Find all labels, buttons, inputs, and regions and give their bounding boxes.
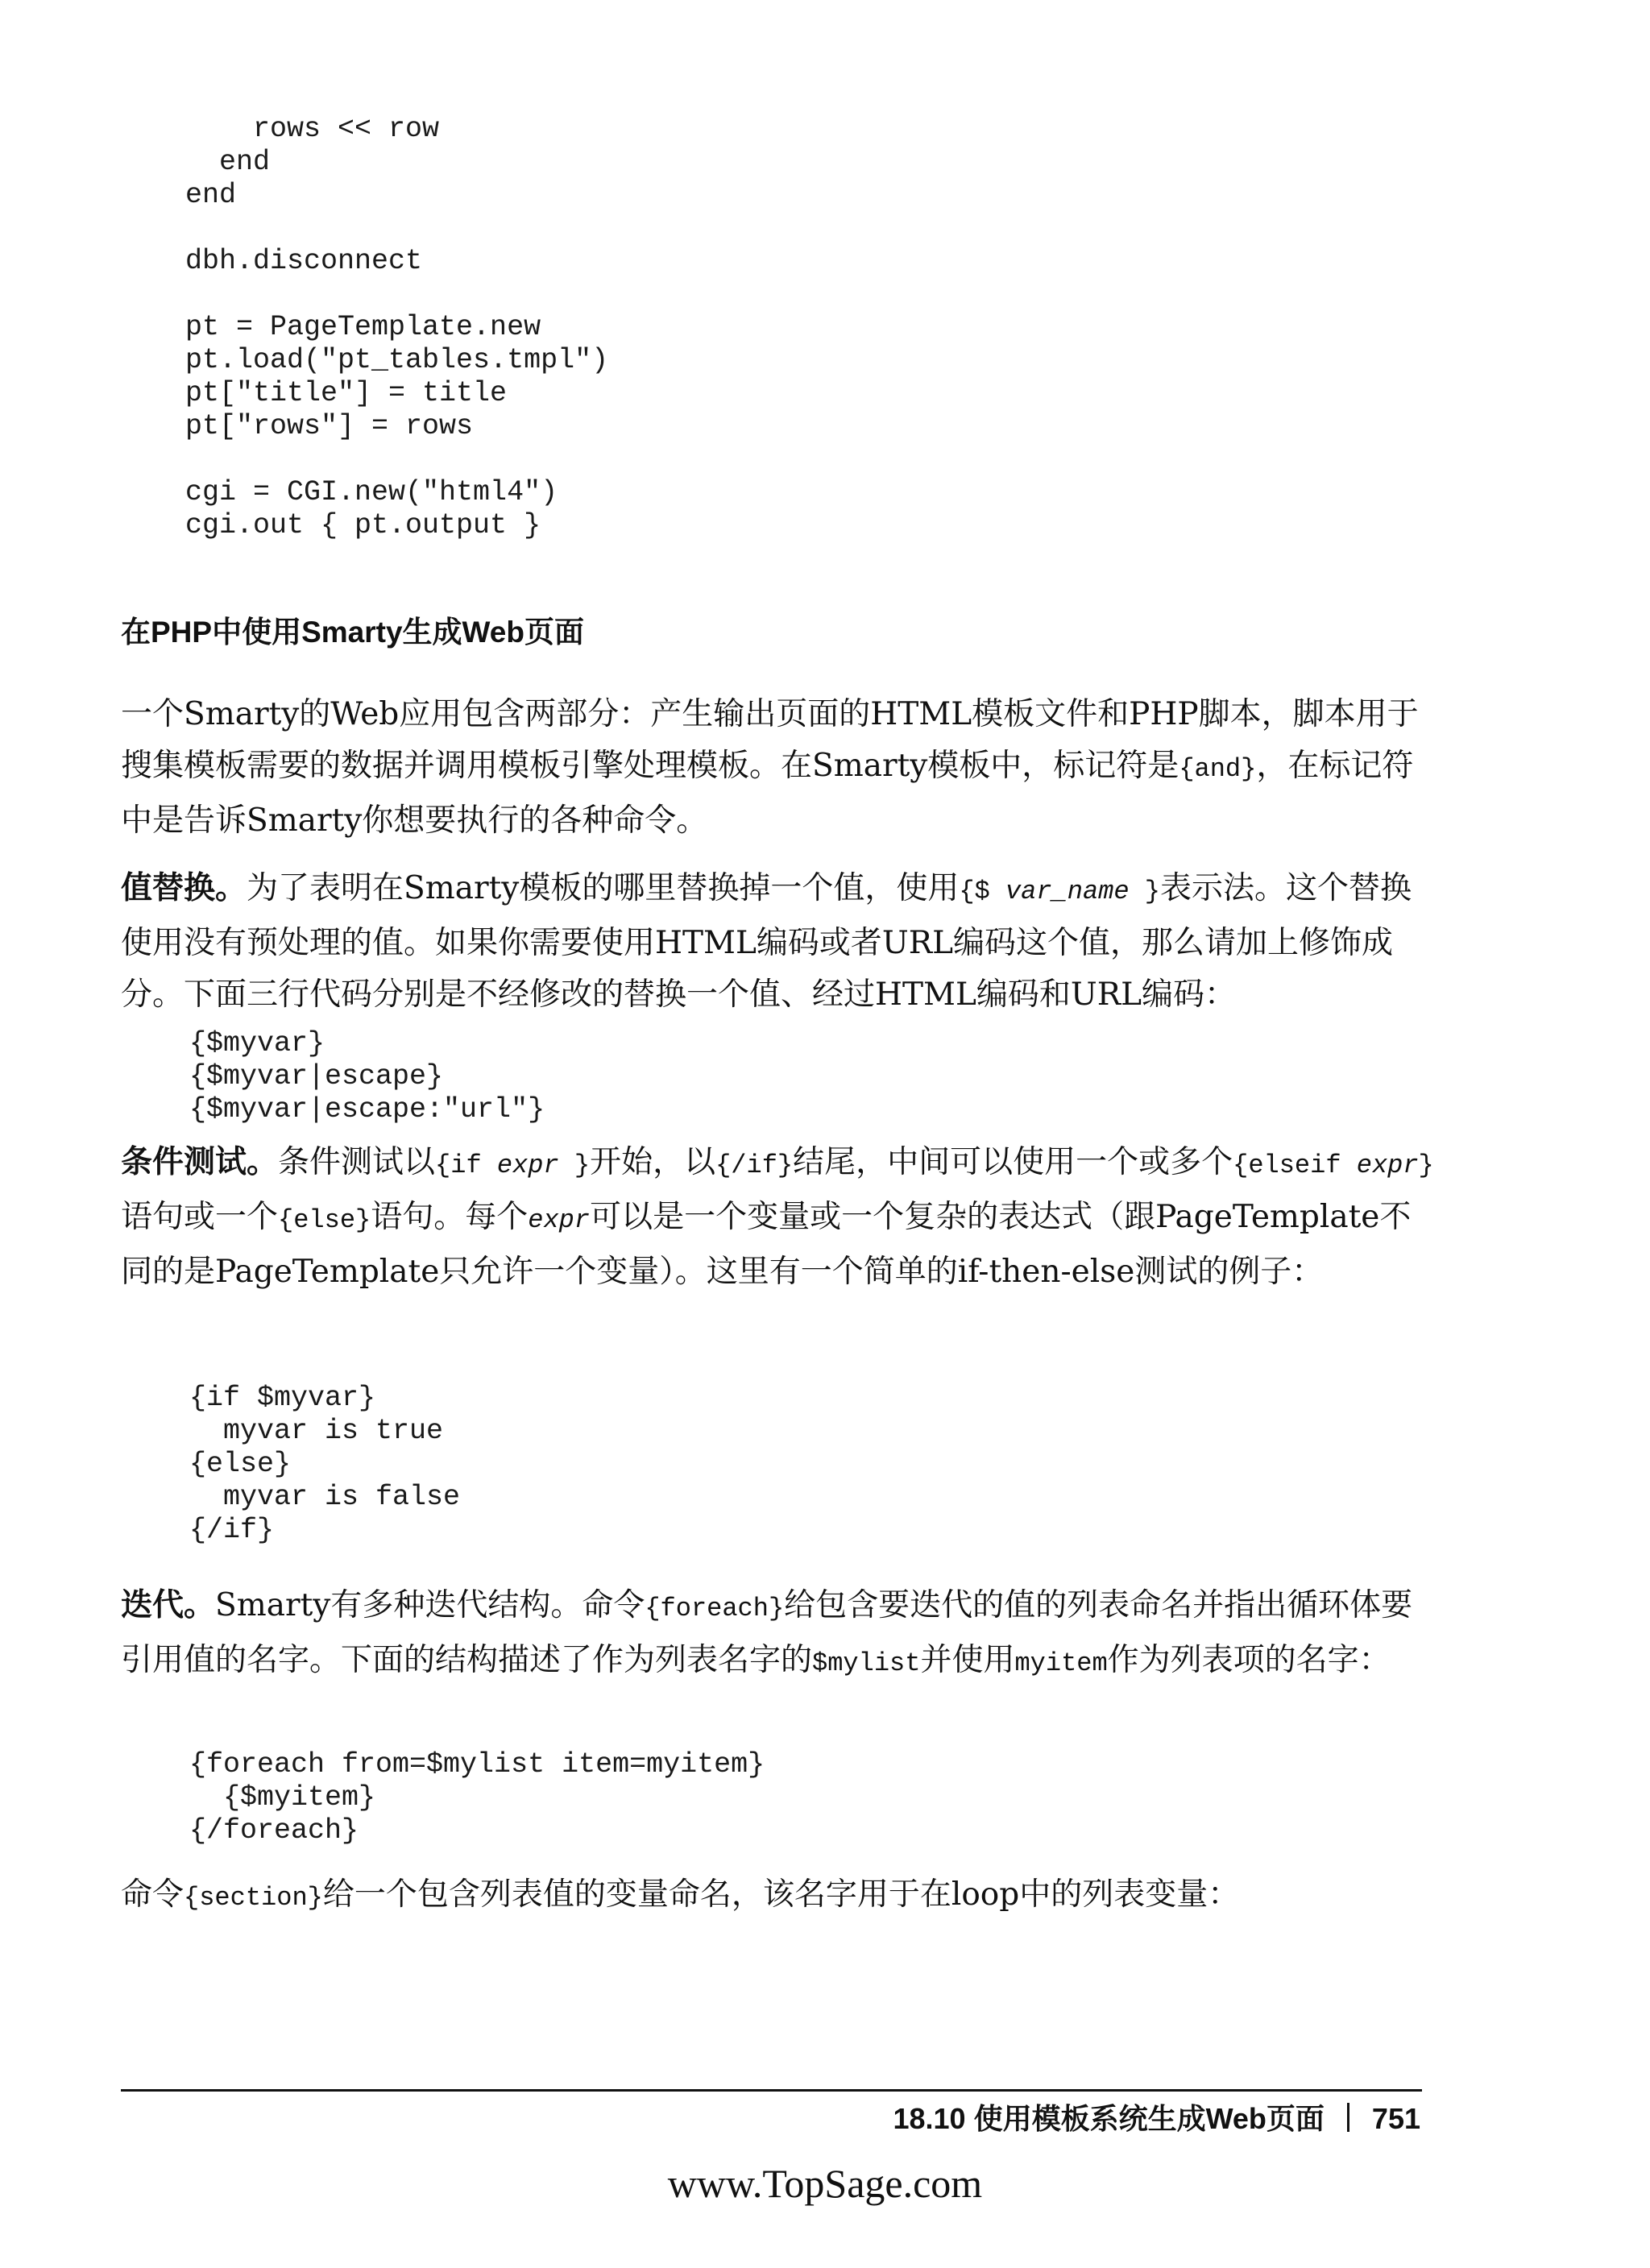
footer-section-title: 18.10 使用模板系统生成Web页面 [893,2102,1325,2135]
value-substitution-paragraph: 值替换。为了表明在Smarty模板的哪里替换掉一个值，使用{$ var_name }表示法。这个替换使用没有预处理的值。如果你需要使用HTML编码或者URL编码这个值，那么请加上修饰成分。下面三行代码分别是不经修改的替换一个值、经过HTML编码和URL编码： [121,869,1412,1013]
term: 条件测试。 [121,1143,279,1180]
code-block-conditional: {if $myvar} myvar is true {else} myvar is false {/if} [189,1382,461,1546]
code-block-foreach: {foreach from=$mylist item=myitem} {$myitem} {/foreach} [189,1748,765,1847]
term: 值替换。 [121,869,247,906]
footer-separator [1347,2103,1349,2132]
iteration-paragraph: 迭代。Smarty有多种迭代结构。命令{foreach}给包含要迭代的值的列表命名并指出循环体要引用值的名字。下面的结构描述了作为列表名字的$mylist并使用myitem作为列表项的名字： [121,1586,1413,1678]
website-watermark: www.TopSage.com [667,2161,983,2206]
term: 迭代。 [121,1586,216,1623]
footer-rule [121,2089,1422,2092]
section-heading: 在PHP中使用Smarty生成Web页面 [121,616,584,649]
intro-paragraph: 一个Smarty的Web应用包含两部分：产生输出页面的HTML模板文件和PHP脚本，脚本用于搜集模板需要的数据并调用模板引擎处理模板。在Smarty模板中，标记符是{and}，在标记符中是告诉Smarty你想要执行的各种命令。 [121,696,1419,839]
page-footer [893,2099,1420,2139]
section-command-paragraph: 命令{section}给一个包含列表值的变量命名，该名字用于在loop中的列表变量： [121,1876,1240,1913]
conditional-paragraph: 条件测试。条件测试以{if expr }开始，以{/if}结尾，中间可以使用一个或多个{elseif expr}语句或一个{else}语句。每个expr可以是一个变量或一个复杂的表达式（跟PageTemplate不同的是PageTemplate只允许一个变量）。这里有一个简单的if-then-else测试的例子： [121,1143,1434,1290]
page-number: 751 [1371,2102,1420,2135]
inline-code: {and} [1179,754,1257,784]
code-block-value: {$myvar} {$myvar|escape} {$myvar|escape:"url"} [189,1027,545,1126]
code-block-ruby: rows << row end end dbh.disconnect pt = PageTemplate.new pt.load("pt_tables.tmpl") pt["title"] = title pt["rows"] = rows cgi = CGI.new("html4") cgi.out { pt.output } [185,113,609,541]
